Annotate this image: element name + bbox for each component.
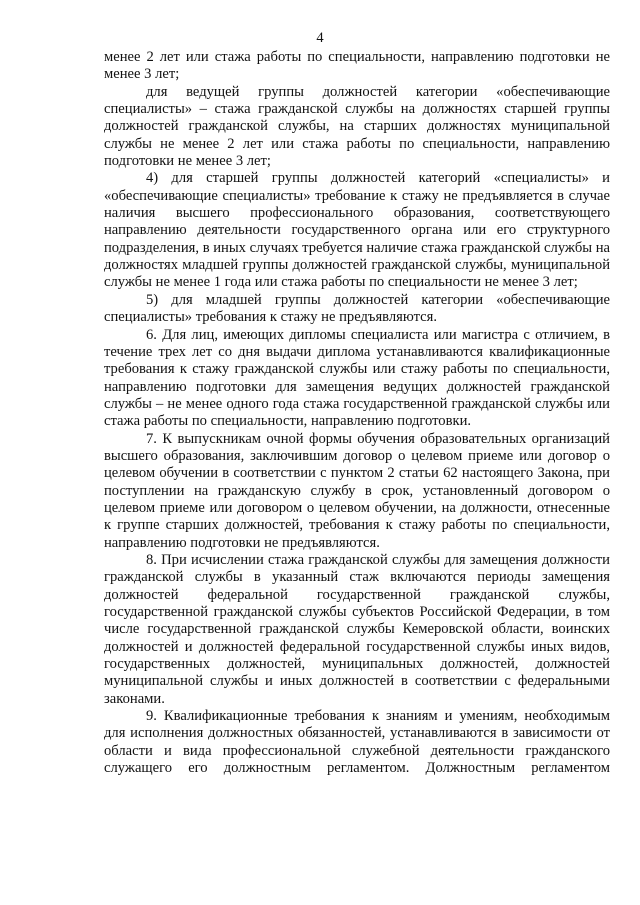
paragraph-clause-9: 9. Квалификационные требования к знаниям и умениям, необходимым для исполнения должностных обязанностей, устанавливаются в зависимости от области и вида профессиональной служебной деятельности гражданского служащего его должностным регламентом. Должностным регламентом <box>104 708 610 777</box>
paragraph-clause-8: 8. При исчислении стажа гражданской службы для замещения должности гражданской службы в указанный стаж включаются периоды замещения должностей федеральной государственной гражданской службы, государственной гражданской службы субъектов Российской Федерации, в том числе государственной гражданской службы Кемеровской области, воинских должностей и должностей федеральной государственной службы иных видов, государственных должностей, муниципальных должностей, должностей муниципальной службы и иных должностей в соответствии с федеральными законами. <box>104 551 610 707</box>
paragraph-clause-7: 7. К выпускникам очной формы обучения образовательных организаций высшего образования, заключившим договор о целевом приеме или договор о целевом обучении в соответствии с пунктом 2 статьи 62 настоящего Закона, при поступлении на гражданскую службу в срок, установленный договором о целевом приеме или договором о целевом обучении, на должности, отнесенные к группе старших должностей, требования к стажу работы по специальности, направлению подготовки не предъявляются. <box>104 430 610 551</box>
paragraph-leading-group: для ведущей группы должностей категории «обеспечивающие специалисты» – стажа гражданской службы на должностях старшей группы должностей гражданской службы, на старших должностях муниципальной службы не менее 2 лет или стажа работы по специальности, направлению подготовки не менее 3 лет; <box>104 83 610 170</box>
paragraph-continuation: менее 2 лет или стажа работы по специальности, направлению подготовки не менее 3 лет; <box>104 49 610 83</box>
paragraph-item-5: 5) для младшей группы должностей категории «обеспечивающие специалисты» требования к стажу не предъявляются. <box>104 291 610 326</box>
page-number: 4 <box>316 30 324 46</box>
document-body <box>104 49 610 777</box>
paragraph-item-4: 4) для старшей группы должностей категорий «специалисты» и «обеспечивающие специалисты» требование к стажу не предъявляется в случае наличия высшего профессионального образования, соответствующего направлению деятельности государственного органа или его структурного подразделения, в иных случаях требуется наличие стажа гражданской службы на должностях младшей группы должностей гражданской службы, муниципальной службы не менее 1 года или стажа работы по специальности не менее 3 лет; <box>104 170 610 291</box>
paragraph-clause-6: 6. Для лиц, имеющих дипломы специалиста или магистра с отличием, в течение трех лет со дня выдачи диплома устанавливаются квалификационные требования к стажу гражданской службы или стажу работы по специальности, направлению подготовки для замещения ведущих должностей гражданской службы – не менее одного года стажа государственной гражданской службы или стажа работы по специальности, направлению подготовки. <box>104 326 610 430</box>
